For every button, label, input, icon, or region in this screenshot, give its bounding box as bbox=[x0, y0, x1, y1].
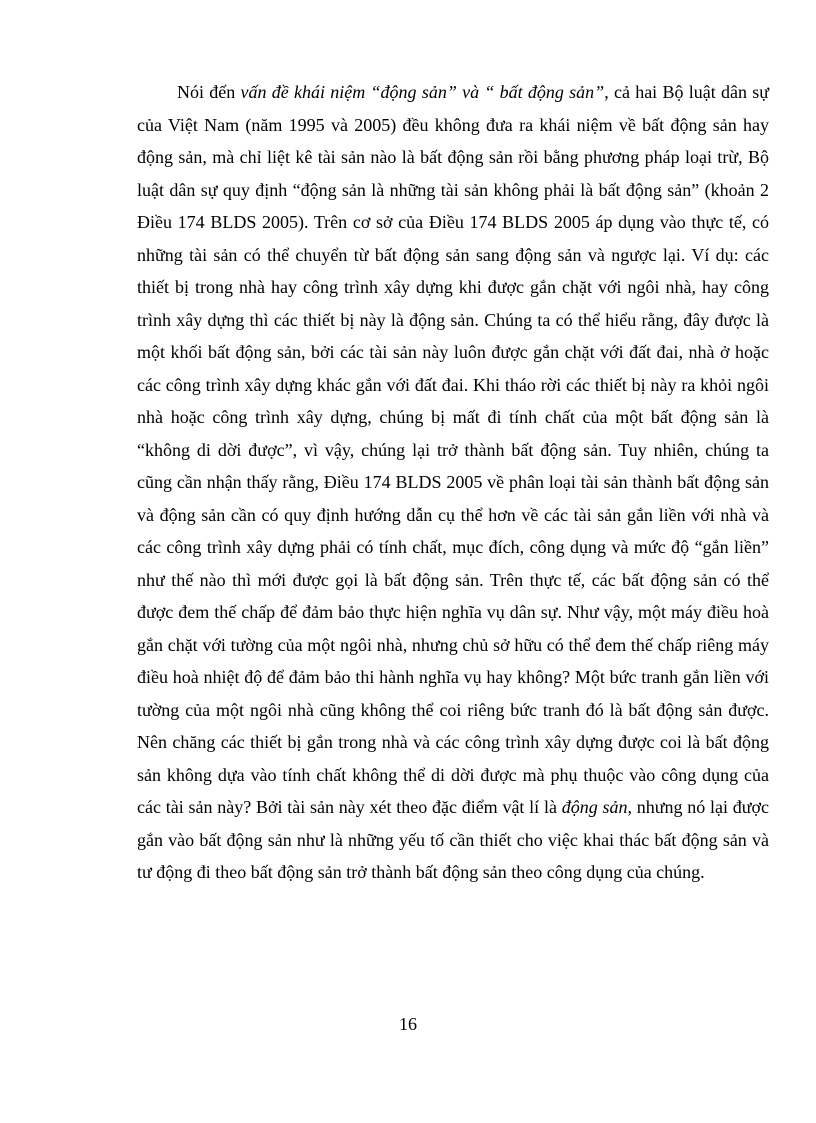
paragraph-segment-italic: vấn đề khái niệm “động sản” và “ bất động sản” bbox=[240, 82, 605, 102]
page-number: 16 bbox=[399, 1014, 417, 1034]
paragraph-segment: , nhưng nó lại được gắn vào bất động sản như là những yếu tố cần thiết cho việc khai thác bất động sản và tư động đi theo bất động sản trở thành bất động sản theo công dụng của chúng. bbox=[137, 797, 769, 882]
paragraph-segment-italic: động sản bbox=[561, 797, 628, 817]
paragraph-segment: , cả hai Bộ luật dân sự của Việt Nam (năm 1995 và 2005) đều không đưa ra khái niệm về bất động sản hay động sản, mà chỉ liệt kê tài sản nào là bất động sản rồi bằng phương pháp loại trừ, Bộ luật dân sự quy định “động sản là những tài sản không phải là bất động sản” (khoản 2 Điều 174 BLDS 2005). Trên cơ sở của Điều 174 BLDS 2005 áp dụng vào thực tế, có những tài sản có thể chuyển từ bất động sản sang động sản và ngược lại. Ví dụ: các thiết bị trong nhà hay công trình xây dựng khi được gắn chặt với ngôi nhà, hay công trình xây dựng thì các thiết bị này là động sản. Chúng ta có thể hiểu rằng, đây được là một khối bất động sản, bởi các tài sản này luôn được gắn chặt với đất đai, nhà ở hoặc các công trình xây dựng khác gắn với đất đai. Khi tháo rời các thiết bị này ra khỏi ngôi nhà hoặc công trình xây dựng, chúng bị mất đi tính chất của một bất động sản là “không di dời được”, vì vậy, chúng lại trở thành bất động sản. Tuy nhiên, chúng ta cũng cần nhận thấy rằng, Điều 174 BLDS 2005 về phân loại tài sản thành bất động sản và động sản cần có quy định hướng dẫn cụ thể hơn về các tài sản gắn liền với nhà và các công trình xây dựng phải có tính chất, mục đích, công dụng và mức độ “gắn liền” như thế nào thì mới được gọi là bất động sản. Trên thực tế, các bất động sản có thể được đem thế chấp để đảm bảo thực hiện nghĩa vụ dân sự. Như vậy, một máy điều hoà gắn chặt với tường của một ngôi nhà, nhưng chủ sở hữu có thể đem thế chấp riêng máy điều hoà nhiệt độ để đảm bảo thi hành nghĩa vụ hay không? Một bức tranh gắn liền với tường của một ngôi nhà cũng không thể coi riêng bức tranh đó là bất động sản được. Nên chăng các thiết bị gắn trong nhà và các công trình xây dựng được coi là bất động sản không dựa vào tính chất không thể di dời được mà phụ thuộc vào công dụng của các tài sản này? Bởi tài sản này xét theo đặc điểm vật lí là bbox=[137, 82, 769, 817]
body-text bbox=[137, 76, 769, 889]
paragraph bbox=[137, 76, 769, 889]
paragraph-segment: Nói đến bbox=[177, 82, 241, 102]
